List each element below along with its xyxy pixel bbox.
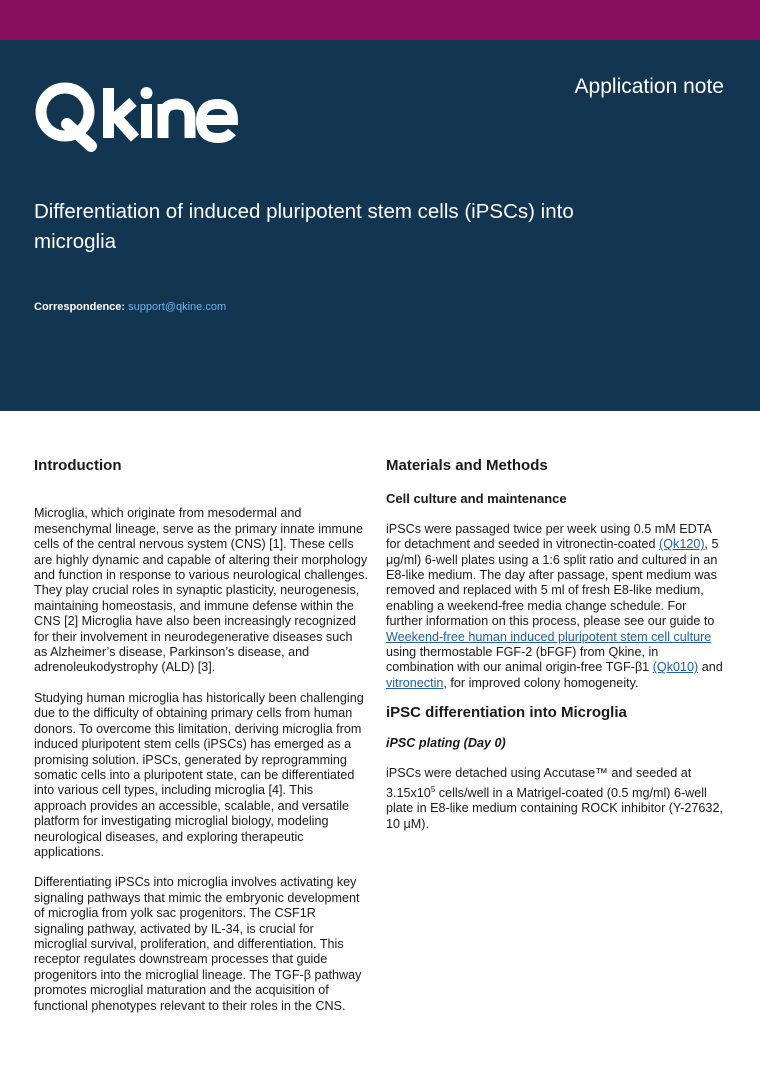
header-banner xyxy=(0,40,760,411)
intro-paragraph-3: Differentiating iPSCs into microglia involves activating key signaling pathways that mimic the embryonic development of microglia from yolk sac progenitors. The CSF1R signaling pathway, activated by IL-34, is crucial for microglial survival, proliferation, and differentiation. This receptor regulates downstream processes that guide progenitors into the microglial lineage. The TGF-β pathway promotes microglial maturation and the acquisition of functional phenotypes relevant to their roles in the CNS. xyxy=(34,875,362,1013)
top-accent-bar xyxy=(0,0,760,40)
doc-type-label: Application note xyxy=(574,75,724,98)
introduction-heading: Introduction xyxy=(34,457,122,474)
vitronectin-link[interactable]: vitronectin xyxy=(386,675,444,690)
differentiation-heading: iPSC differentiation into Microglia xyxy=(386,704,627,722)
intro-paragraph-2: Studying human microglia has historically been challenging due to the difficulty of obtaining primary cells from human donors. To overcome this limitation, deriving microglia from induced pluripotent stem cells (iPSCs) has emerged as a promising solution. iPSCs, generated by reprogramming somatic cells into a pluripotent state, can be differentiated into various cell types, including microglia [4]. This approach provides an accessible, scalable, and versatile platform for investigating microglial biology, modeling neurological diseases, and exploring therapeutic applications. xyxy=(34,690,364,859)
correspondence-email-link[interactable]: support@qkine.com xyxy=(128,301,227,313)
correspondence-label: Correspondence: xyxy=(34,301,126,313)
plating-subheading: iPSC plating (Day 0) xyxy=(386,735,506,750)
correspondence xyxy=(34,301,226,313)
introduction-column xyxy=(34,458,369,1014)
methods-heading: Materials and Methods xyxy=(386,457,548,474)
cell-culture-subheading: Cell culture and maintenance xyxy=(386,491,567,507)
page-title: Differentiation of induced pluripotent stem cells (iPSCs) into microglia xyxy=(34,200,574,253)
weekend-free-guide-link[interactable]: Weekend-free human induced pluripotent stem cell culture xyxy=(386,629,712,644)
brand-logo xyxy=(33,80,238,165)
qk010-link[interactable]: (Qk010) xyxy=(652,660,699,675)
methods-paragraph-1: iPSCs were passaged twice per week using 0.5 mM EDTA for detachment and seeded in vitronectin-coated (Qk120), 5 μg/ml) 6-well plates using a 1:6 split ratio and cultured in an E8-like medium. The day after passage, spent medium was removed and replaced with 5 ml of fresh E8-like medium, enabling a weekend-free media change schedule. For further information on this process, please see our guide to Weekend-free human induced pluripotent stem cell culture using thermostable FGF-2 (bFGF) from Qkine, in combination with our animal origin-free TGF-β1 (Qk010) and vitronectin, for improved colony homogeneity. xyxy=(386,521,723,690)
intro-paragraph-1: Microglia, which originate from mesodermal and mesenchymal lineage, serve as the primary innate immune cells of the central nervous system (CNS) [1]. These cells are highly dynamic and capable of altering their morphology and function in response to various neurological challenges. They play crucial roles in synaptic plasticity, neurogenesis, maintaining homeostasis, and immune defense within the CNS [2] Microglia have also been increasingly recognized for their involvement in neurodegenerative diseases such as Alzheimer’s disease, Parkinson’s disease, and adrenoleukodystrophy (ALD) [3]. xyxy=(34,506,368,675)
methods-column xyxy=(386,458,726,832)
methods-paragraph-2: iPSCs were detached using Accutase™ and seeded at $3.15x10^5$ cells/well in a Matrigel-coated (0.5 mg/ml) 6-well plate in E8-like medium containing ROCK inhibitor (Y-27632, 10 μM). xyxy=(386,766,723,831)
qk120-link[interactable]: (Qk120) xyxy=(659,537,705,552)
